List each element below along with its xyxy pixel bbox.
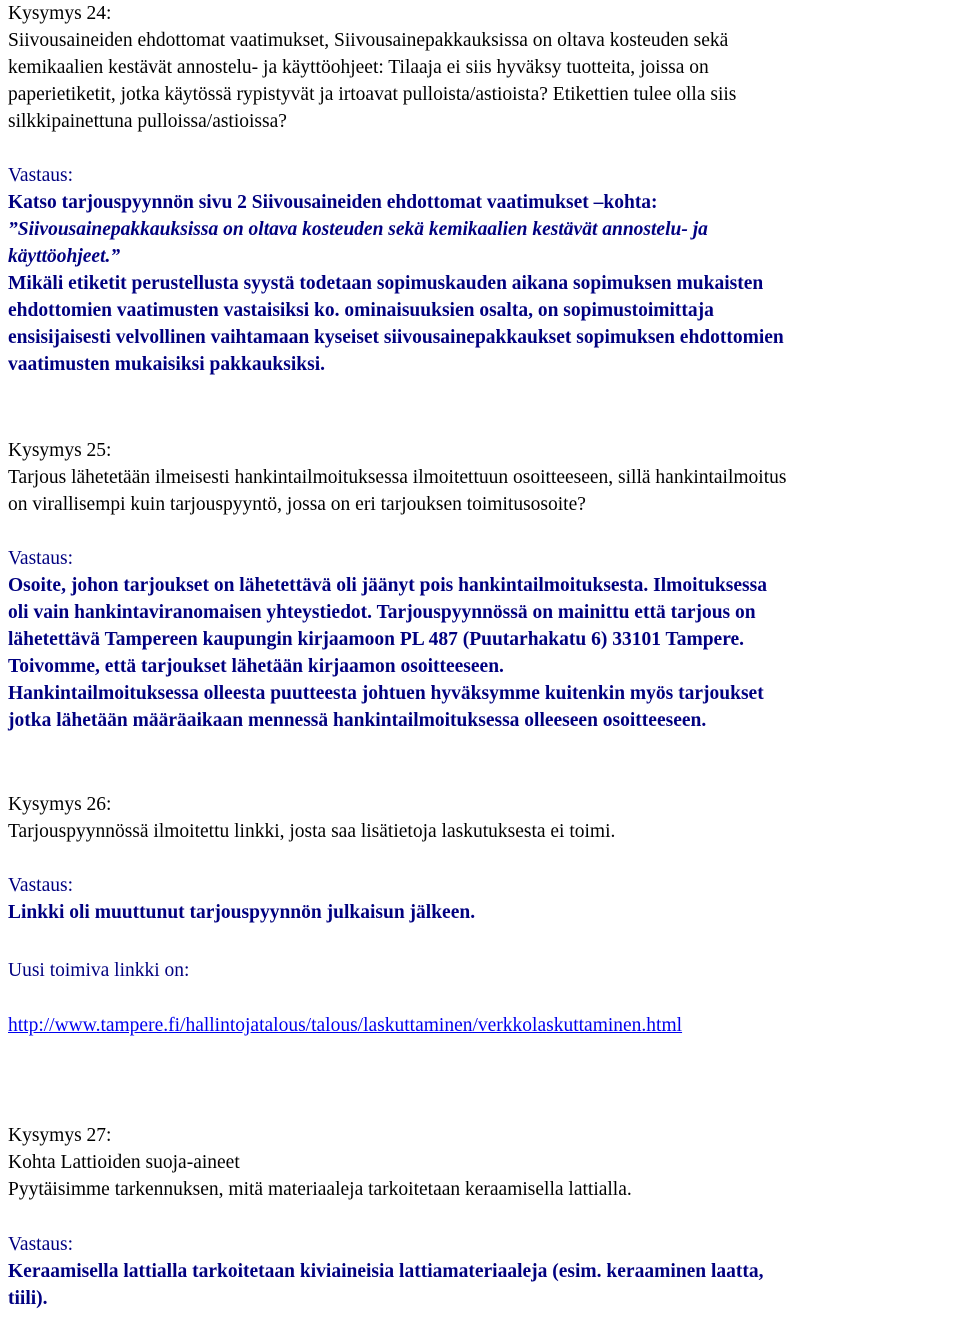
billing-info-link[interactable]: http://www.tampere.fi/hallintojatalous/talous/laskuttaminen/verkkolaskuttaminen.html xyxy=(8,1015,683,1036)
answer-24-line-7: ensisijaisesti velvollinen vaihtamaan kyseiset siivousainepakkaukset sopimuksen ehdottomien xyxy=(8,327,784,348)
answer-27-line-2: tiili). xyxy=(8,1288,48,1309)
answer-24 xyxy=(8,162,958,378)
question-24-line-2: kemikaalien kestävät annostelu- ja käyttöohjeet: Tilaaja ei siis hyväksy tuotteita, joissa on xyxy=(8,57,709,78)
question-24-heading: Kysymys 24: xyxy=(8,3,112,24)
answer-24-line-8: vaatimusten mukaisiksi pakkauksiksi. xyxy=(8,354,325,375)
question-26-line-1: Tarjouspyynnössä ilmoitettu linkki, josta saa lisätietoja laskutuksesta ei toimi. xyxy=(8,821,616,842)
answer-25-line-2: oli vain hankintaviranomaisen yhteystiedot. Tarjouspyynnössä on mainittu että tarjous on xyxy=(8,602,756,623)
answer-25-line-4: Toivomme, että tarjoukset lähetään kirjaamon osoitteeseen. xyxy=(8,656,504,677)
answer-25-line-6: jotka lähetään määräaikaan mennessä hankintailmoituksessa olleeseen osoitteeseen. xyxy=(8,710,707,731)
question-24-line-3: paperietiketit, jotka käytössä rypistyvät ja irtoavat pulloista/astioista? Etikettien tulee olla siis xyxy=(8,84,737,105)
new-link-label: Uusi toimiva linkki on: xyxy=(8,960,190,981)
question-24 xyxy=(8,0,958,135)
answer-26-label: Vastaus: xyxy=(8,875,73,896)
answer-24-line-6: ehdottomien vaatimusten vastaisiksi ko. ominaisuuksien osalta, on sopimustoimittaja xyxy=(8,300,714,321)
answer-24-quote-1: ”Siivousainepakkauksissa on oltava kosteuden sekä kemikaalien kestävät annostelu- ja xyxy=(8,219,708,240)
question-24-line-4: silkkipainettuna pulloissa/astioissa? xyxy=(8,111,287,132)
answer-24-label: Vastaus: xyxy=(8,165,73,186)
question-25 xyxy=(8,437,958,518)
question-27 xyxy=(8,1122,958,1203)
question-27-line-2: Pyytäisimme tarkennuksen, mitä materiaaleja tarkoitetaan keraamisella lattialla. xyxy=(8,1179,632,1200)
answer-24-quote-2: käyttöohjeet.” xyxy=(8,246,121,267)
answer-24-line-5: Mikäli etiketit perustellusta syystä todetaan sopimuskauden aikana sopimuksen mukaisten xyxy=(8,273,764,294)
answer-25 xyxy=(8,545,958,734)
question-27-heading: Kysymys 27: xyxy=(8,1125,112,1146)
answer-27 xyxy=(8,1231,958,1312)
question-24-line-1: Siivousaineiden ehdottomat vaatimukset, Siivousainepakkauksissa on oltava kosteuden sekä xyxy=(8,30,729,51)
answer-24-line-1: Katso tarjouspyynnön sivu 2 Siivousaineiden ehdottomat vaatimukset –kohta: xyxy=(8,192,658,213)
answer-25-line-3: lähetettävä Tampereen kaupungin kirjaamoon PL 487 (Puutarhakatu 6) 33101 Tampere. xyxy=(8,629,745,650)
answer-26 xyxy=(8,872,958,926)
answer-26-line-1: Linkki oli muuttunut tarjouspyynnön julkaisun jälkeen. xyxy=(8,902,476,923)
answer-25-line-1: Osoite, johon tarjoukset on lähetettävä oli jäänyt pois hankintailmoituksesta. Ilmoituksessa xyxy=(8,575,767,596)
question-27-line-1: Kohta Lattioiden suoja-aineet xyxy=(8,1152,240,1173)
question-25-heading: Kysymys 25: xyxy=(8,440,112,461)
question-25-line-2: on virallisempi kuin tarjouspyyntö, jossa on eri tarjouksen toimitusosoite? xyxy=(8,494,586,515)
answer-25-label: Vastaus: xyxy=(8,548,73,569)
answer-25-line-5: Hankintailmoituksessa olleesta puutteesta johtuen hyväksymme kuitenkin myös tarjoukset xyxy=(8,683,764,704)
answer-27-line-1: Keraamisella lattialla tarkoitetaan kiviaineisia lattiamateriaaleja (esim. keraaminen laatta, xyxy=(8,1261,764,1282)
answer-27-label: Vastaus: xyxy=(8,1234,73,1255)
question-25-line-1: Tarjous lähetetään ilmeisesti hankintailmoituksessa ilmoitettuun osoitteeseen, sillä hankintailmoitus xyxy=(8,467,787,488)
question-26 xyxy=(8,791,958,845)
question-26-heading: Kysymys 26: xyxy=(8,794,112,815)
